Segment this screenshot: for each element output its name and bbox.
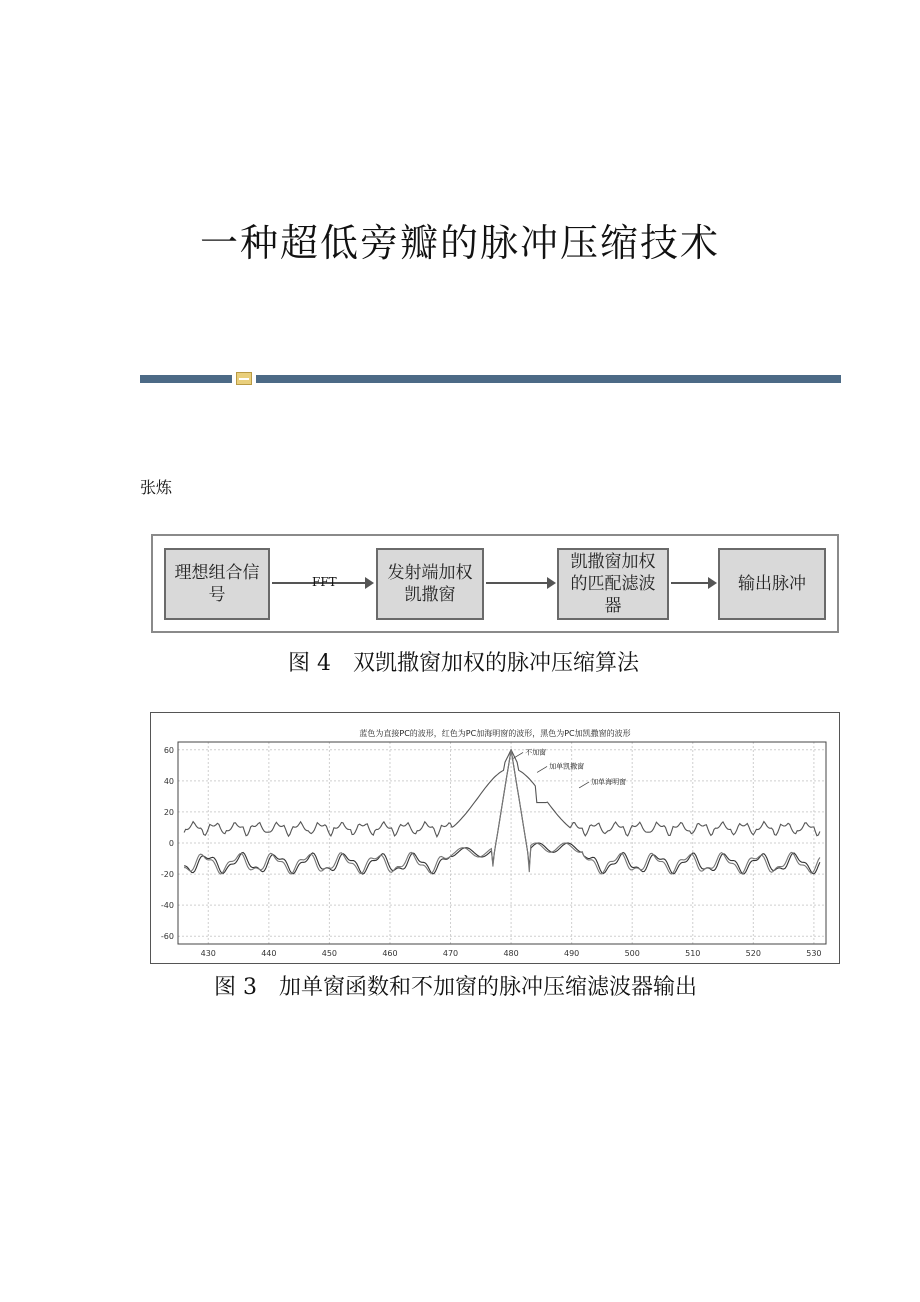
x-tick-label: 460 <box>382 949 398 958</box>
y-tick-label: -60 <box>160 932 174 942</box>
flow-block-matched-filter: 凯撒窗加权的匹配滤波器 <box>557 548 669 620</box>
flow-block-output: 输出脉冲 <box>718 548 826 620</box>
x-tick-label: 490 <box>564 949 580 958</box>
x-tick-label: 470 <box>442 949 459 958</box>
flow-arrow-2 <box>486 582 554 584</box>
author-name: 张炼 <box>140 478 173 497</box>
x-tick-label: 450 <box>321 949 338 958</box>
x-tick-label: 510 <box>685 949 701 958</box>
y-tick-label: 60 <box>163 745 174 755</box>
figure4-caption: 图 4 双凯撒窗加权的脉冲压缩算法 <box>288 651 639 676</box>
x-tick-label: 520 <box>745 949 761 958</box>
chart-title: 蓝色为直接PC的波形，红色为PC加海明窗的波形，黑色为PC加凯撒窗的波形 <box>359 729 631 738</box>
legend-label: 不加窗 <box>525 748 547 757</box>
x-tick-label: 500 <box>624 949 640 958</box>
x-tick-label: 530 <box>806 949 822 958</box>
x-tick-label: 480 <box>503 949 519 958</box>
pulse-compression-chart <box>150 712 840 964</box>
legend-label: 加单凯撒窗 <box>549 762 585 771</box>
y-tick-label: 40 <box>163 776 174 786</box>
header-rule-left <box>140 375 232 383</box>
flow-block-ideal-signal: 理想组合信号 <box>164 548 270 620</box>
document-title: 一种超低旁瓣的脉冲压缩技术 <box>199 221 720 265</box>
header-rule-right <box>256 375 841 383</box>
flow-arrow-3 <box>671 582 715 584</box>
x-tick-label: 430 <box>200 949 216 958</box>
envelope-icon <box>236 372 252 385</box>
figure3-caption: 图 3 加单窗函数和不加窗的脉冲压缩滤波器输出 <box>214 975 697 1000</box>
legend-label: 加单海明窗 <box>591 777 627 786</box>
x-tick-label: 440 <box>261 949 277 958</box>
y-tick-label: -20 <box>160 870 174 880</box>
flow-block-transmit-kaiser: 发射端加权凯撒窗 <box>376 548 484 620</box>
y-tick-label: 0 <box>168 839 174 848</box>
fft-label: FFT <box>312 575 337 589</box>
y-tick-label: -40 <box>160 901 174 911</box>
y-tick-label: 20 <box>163 807 174 817</box>
